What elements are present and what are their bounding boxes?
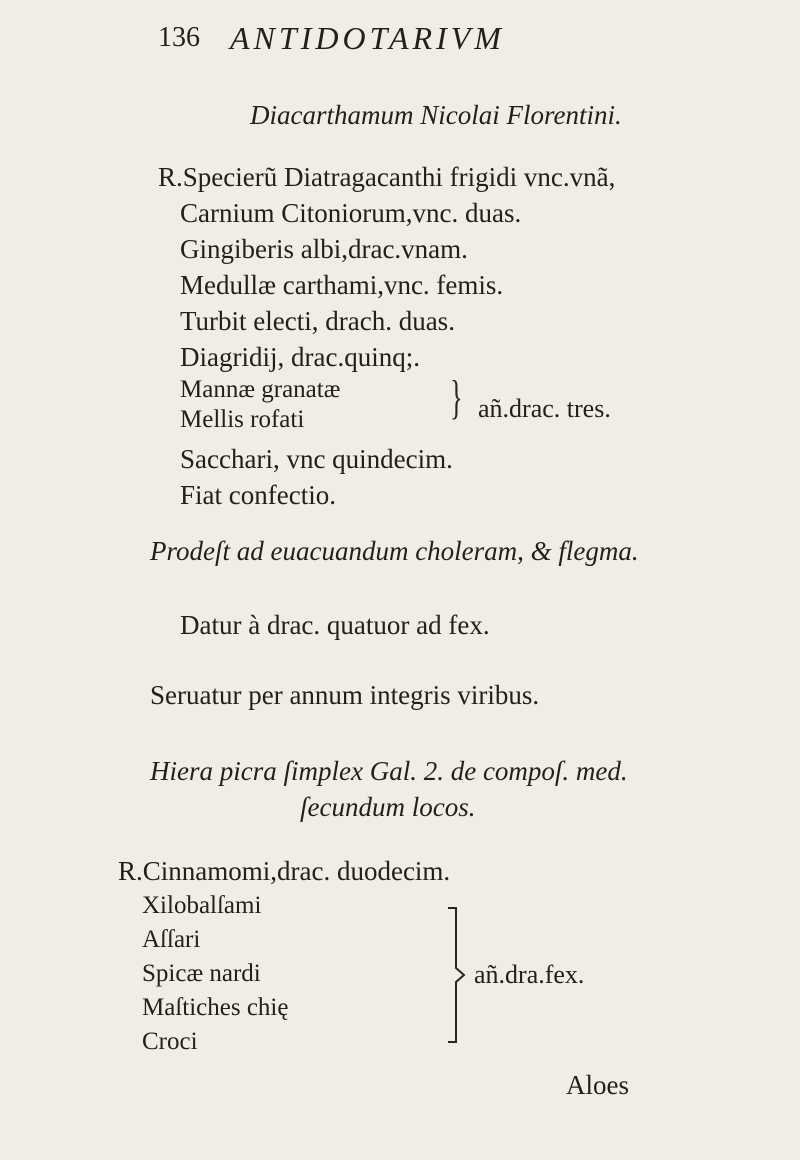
usage-keeping: Seruatur per annum integris viribus. bbox=[150, 680, 540, 710]
brace-item: Maſtiches chię bbox=[142, 994, 289, 1021]
brace-item: Xilobalſami bbox=[142, 892, 262, 919]
ingredient-line: Medullæ carthami,vnc. femis. bbox=[180, 270, 504, 300]
brace-item: Aſſari bbox=[142, 926, 201, 953]
usage-dose: Datur à drac. quatuor ad fex. bbox=[180, 610, 490, 640]
ingredient-line: Aloes bbox=[566, 1070, 629, 1100]
page-number: 136 bbox=[158, 22, 200, 53]
brace-item: Mellis rofati bbox=[180, 406, 305, 433]
recipe-title: Diacarthamum Nicolai Florentini. bbox=[250, 100, 622, 130]
recipe-title-continued: ſecundum locos. bbox=[300, 792, 476, 822]
ingredient-line: Diagridij, drac.quinq;. bbox=[180, 342, 420, 372]
ingredient-line: Fiat confectio. bbox=[180, 480, 336, 510]
large-brace-icon bbox=[442, 900, 472, 1050]
brace-icon: } bbox=[450, 371, 463, 424]
recipe-title: Hiera picra ſimplex Gal. 2. de compoſ. med. bbox=[150, 756, 628, 786]
ingredient-line: R.Specierũ Diatragacanthi frigidi vnc.vnã, bbox=[158, 162, 616, 192]
brace-quantity: añ.dra.fex. bbox=[474, 960, 585, 989]
running-title: ANTIDOTARIVM bbox=[230, 20, 505, 56]
ingredient-line: Carnium Citoniorum,vnc. duas. bbox=[180, 198, 522, 228]
brace-item: Spicæ nardi bbox=[142, 960, 261, 987]
brace-item: Croci bbox=[142, 1028, 198, 1055]
brace-quantity: añ.drac. tres. bbox=[478, 394, 611, 423]
ingredient-line: Sacchari, vnc quindecim. bbox=[180, 444, 453, 474]
ingredient-line: Turbit electi, drach. duas. bbox=[180, 306, 455, 336]
brace-item: Mannæ granatæ bbox=[180, 376, 341, 403]
ingredient-line: Gingiberis albi,drac.vnam. bbox=[180, 234, 468, 264]
usage-purpose: Prodeſt ad euacuandum choleram, & flegma. bbox=[150, 536, 639, 566]
ingredient-line: R.Cinnamomi,drac. duodecim. bbox=[118, 856, 451, 886]
